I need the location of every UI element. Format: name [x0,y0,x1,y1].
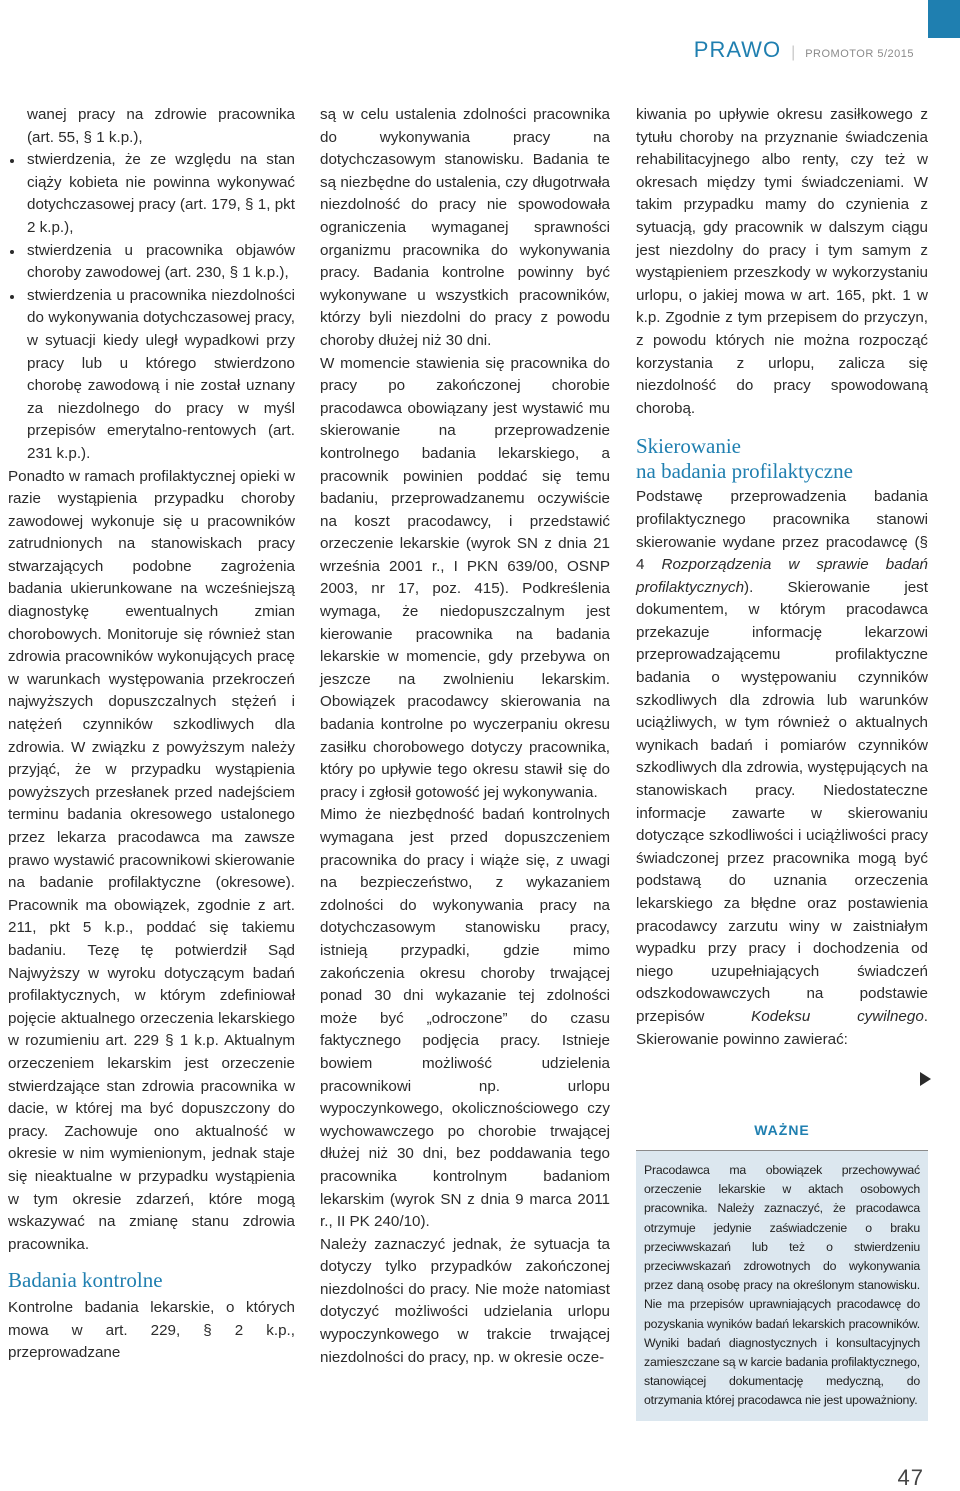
body-paragraph [636,486,928,1051]
body-paragraph: W momencie stawienia się pracownika do pracy po zakończonej chorobie pracodawca obowiązany jest wystawić mu skierowanie na przeprowadzenie kontrolnego badania lekarskiego, a pracownik powinien poddać się temu badaniu, przeprowadzanemu oczywiście na koszt pracodawcy, i przedstawić orzeczenie lekarskie (wyrok SN z dnia 21 września 2001 r., I PKN 639/00, OSNP 2003, nr 17, poz. 415). Podkreślenia wymaga, że niedopuszczalnym jest kierowanie pracownika na badania lekarskie w momencie, gdy przebywa on jeszcze na zwolnieniu lekarskim. Obowiązek pracodawcy skierowania na badania kontrolne po wyczerpaniu okresu zasiłku chorobowego dotyczy pracownika, który po upływie tego okresu stawił się do pracy i zgłosił gotowość jej wykonywania. [320,354,610,801]
text-run: Podstawę przeprowadzenia badania profilaktycznego pracownika stanowi skierowanie wydane przez pracodawcę (§ 4 [636,488,928,574]
issue-label: PROMOTOR 5/2015 [805,48,914,60]
body-paragraph: Kontrolne badania lekarskie, o których mowa w art. 229, § 2 k.p., przeprowadzane [8,1299,295,1362]
running-header [694,37,914,63]
important-text: Pracodawca ma obowiązek przechowywać orzeczenie lekarskie w aktach osobowych pracownika. Należy zaznaczyć, że pracodawca otrzymuje jedynie zaświadczenie o braku przeciwwskazań lub też o stwierdzeniu przeciwwskazań zdrowotnych do wykonywania przez daną osobę pracy na określonym stanowisku. Nie ma przepisów uprawniających pracodawcę do pozyskania wyników badań lekarskich pracowników. Wyniki badań diagnostycznych i konsultacyjnych zamieszczane są w karcie badania profilaktycznego, stanowiącej dokumentację medyczną, do otrzymania której pracodawca nie jest upoważniony. [636,1151,928,1421]
body-paragraph: są w celu ustalenia zdolności pracownika do wykonywania pracy na dotychczasowym stanowisku. Badania te są niezbędne do ustalenia, czy długotrwała niezdolność do pracy nie spowodowała ograniczenia wymaganej sprawności organizmu pracownika do wykonywania pracy. Badania kontrolne powinny być wykonywane u wszystkich pracowników, którzy byli niezdolni do pracy z powodu choroby dłużej niż 30 dni. [320,106,610,349]
heading-line: Skierowanie [636,434,741,459]
column-middle [320,104,610,1369]
citation-italic: Kodeksu cywilnego [751,1007,924,1025]
bullet-item: stwierdzenia u pracownika niezdolności do wykonywania dotychczasowej pracy, w sytuacji kiedy uległ wypadkowi przy pracy lub u którego stwierdzono chorobę zawodową i nie został uznany za niezdolnego do pracy w myśl przepisów emerytalno-rentowych (art. 231 k.p.). [8,285,295,466]
column-left [8,104,295,1365]
citation-italic: Rozporządzenia w sprawie badań profilaktycznych [636,556,928,596]
body-paragraph: Mimo że niezbędność badań kontrolnych wymagana jest przed dopuszczeniem pracownika do pracy i wiąże się, z uwagi na bezpieczeństwo, z wykazaniem zdolności do wykonywania pracy na dotychczasowym stanowisku pracy, istnieją przypadki, gdzie mimo zakończenia okresu choroby trwającej ponad 30 dni wykazanie tej zdolności może być „odroczone” do czasu faktycznego podjęcia pracy. Istnieje bowiem możliwość udzielenia pracownikowi np. urlopu wypoczynkowego, okolicznościowego czy wychowawczego po chorobie trwającej dłużej niż 30 dni, bez poddawania tego pracownika kontrolnym badaniom lekarskim (wyrok SN z dnia 9 marca 2011 r., II PK 240/10). [320,806,610,1231]
header-separator: | [791,44,796,61]
corner-tab [928,0,960,38]
bullet-item: stwierdzenia u pracownika objawów choroby zawodowej (art. 230, § 1 k.p.), [8,240,295,285]
page-number: 47 [897,1465,924,1490]
body-paragraph: kiwania po upływie okresu zasiłkowego z tytułu choroby na przyznanie świadczenia rehabilitacyjnego albo renty, czy też w okresach między tymi świadczeniami. W takim przypadku mamy do czynienia z sytuacją, gdy pracownik w dalszym ciągu jest niezdolny do pracy i tym samym z wystąpieniem przeszkody w wykorzystaniu urlopu, o jakiej mowa w art. 165, pkt. 1 w k.p. Zgodnie z tym przepisem do przyczyn, z powodu których nie można rozpocząć korzystania z urlopu, zalicza się niezdolność do pracy spowodowaną chorobą. [636,106,928,417]
column-right [636,104,928,1051]
section-title: PRAWO [693,37,782,62]
bullet-item: stwierdzenia, że ze względu na stan ciąży kobieta nie powinna wykonywać dotychczasowej pracy (art. 179, § 1, pkt 2 k.p.), [8,149,295,239]
text-run: ). Skierowanie jest dokumentem, w którym pracodawca przekazuje informację lekarzowi przeprowadzającemu profilaktyczne badania o występowaniu czynników szkodliwych dla zdrowia lub warunków uciążliwych, w tym również o aktualnych wynikach badań i pomiarów czynników szkodliwych dla zdrowia, występujących na stanowiskach pracy. Niedostateczne informacje zawarte w skierowaniu dotyczące szkodliwości i uciążliwości pracy świadczonej przez pracownika mogą być podstawą do uznania orzeczenia lekarskiego za błędne oraz postawienia pracodawcy zarzutu winy w zaistniałym wypadku przy pracy i dochodzenia od niego uzupełniających świadczeń odszkodowawczych na podstawie przepisów [636,578,928,1025]
bullet-list [8,149,295,465]
heading-line: na badania profilaktyczne [636,459,853,484]
section-heading-badania-kontrolne: Badania kontrolne [8,1268,163,1293]
section-heading-skierowanie [636,434,928,484]
important-label: WAŻNE [754,1122,810,1138]
text-run: . Skierowanie powinno zawierać: [636,1007,928,1048]
bullet-continuation: wanej pracy na zdrowie pracownika (art. 55, § 1 k.p.), [27,106,295,146]
arrow-right-icon [920,1072,931,1086]
body-paragraph: Należy zaznaczyć jednak, że sytuacja ta dotyczy tylko przypadków zakończonej niezdolności do pracy. Nie może natomiast dotyczyć możliwości udzielania urlopu wypoczynkowego w trakcie trwającej niezdolności do pracy, np. w okresie ocze- [320,1235,610,1366]
body-paragraph: Ponadto w ramach profilaktycznej opieki w razie wystąpienia przypadku choroby zawodowej wykonuje się u pracowników zatrudnionych na stanowiskach pracy stwarzających podobne zagrożenia badania ukierunkowane na wcześniejszą diagnostykę ewentualnych zmian chorobowych. Monitoruje się również stan zdrowia pracowników wykonujących pracę w warunkach występowania przekroczeń najwyższych dopuszczalnych stężeń i natężeń czynników szkodliwych dla zdrowia. W związku z powyższym należy przyjąć, że w przypadku wystąpienia powyższych przesłanek przed nadejściem terminu badania okresowego ustalonego przez lekarza pracodawca ma zawsze prawo wystawić pracownikowi skierowanie na badanie profilaktyczne (okresowe). Pracownik ma obowiązek, zgodnie z art. 211, pkt 5 k.p., poddać się takiemu badaniu. Tezę tę potwierdził Sąd Najwyższy w wyroku dotyczącym badań profilaktycznych, w którym zdefiniował pojęcie aktualnego orzeczenia lekarskiego w rozumieniu art. 229 § 1 k.p. Aktualnym orzeczeniem lekarskim jest orzeczenie stwierdzające stan zdrowia pracownika w dacie, w której ma być dopuszczony do pracy. Zachowuje ono aktualność w okresie w nim wymienionym, jednak staje się nieaktualne w przypadku wystąpienia w tym okresie zdarzeń, które mogą wskazywać na zmianę stanu zdrowia pracownika. [8,467,295,1253]
important-box [636,1122,928,1421]
